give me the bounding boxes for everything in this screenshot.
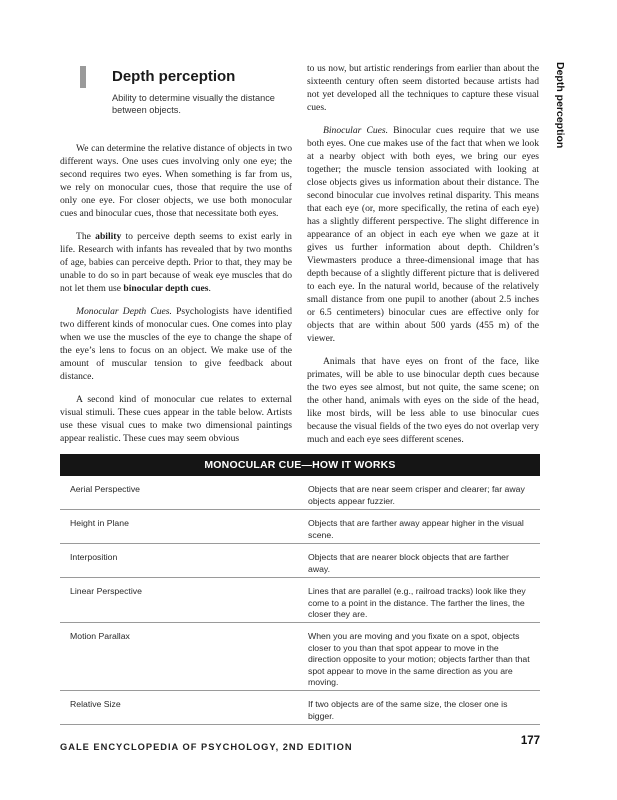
right-p2-text: Binocular cues require that we use both eyes. One cue makes use of the fact that when we look at a nearby object with both eyes, we bring our eyes together; the muscle tension associated with looking at close objects gives us information about their distance. The second binocular cue involves retinal disparity. This means that each eye (or, more specifically, the retina of each eye) has a slightly different perspective. The slight difference in appearance of an object in each eye when we gaze at it gives us further information about depth. Children’s Viewmasters produce a three-dimensional image that has depth because of a slightly different picture that is delivered to each eye. In the natural world, because of the relatively small distance from one pupil to another (about 2.5 inches or 6.5 centimeters) binocular cues are effective only for objects that are within about 500 yards (455 m) of the viewer. <box>307 125 539 344</box>
term-binocular-depth-cues: binocular depth cues <box>123 283 209 294</box>
page-footer <box>60 737 540 755</box>
table-cell-cue: Height in Plane <box>70 518 129 528</box>
entry-definition: Ability to determine visually the distance between objects. <box>112 93 275 115</box>
left-paragraph-3 <box>60 305 292 383</box>
table-row <box>60 577 540 622</box>
table-cell-how: Objects that are near seem crisper and clearer; far away objects appear fuzzier. <box>308 484 525 506</box>
table-row <box>60 543 540 577</box>
entry-marker-bar <box>80 66 86 88</box>
p3-text: Psychologists have identified two different kinds of monocular cues. One comes into play when we use the muscles of the eye to change the shape of the eye’s lens to focus on an object. We make use of the amount of muscular tension to give feedback about distance. <box>60 306 292 382</box>
monocular-cues-heading: Monocular Depth Cues. <box>76 306 172 317</box>
right-paragraph-3: Animals that have eyes on front of the face, like primates, will be able to use binocular depth cues because the two eyes see almost, but not quite, the same scene; on the other hand, animals with eyes on the side of the head, like most birds, will be less able to use binocular cues because the visual fields of the two eyes do not overlap very much and each eye sees different scenes. <box>307 356 539 445</box>
table-title: MONOCULAR CUE—HOW IT WORKS <box>60 454 540 476</box>
table-cell-how: Lines that are parallel (e.g., railroad tracks) look like they come to a point in the distance. The farther the lines, the closer they are. <box>308 586 526 619</box>
right-paragraph-1: to us now, but artistic renderings from earlier than about the sixteenth century often seem distorted because artists had not yet developed all the techniques to capture these visual cues. <box>307 63 539 113</box>
side-tab-label: Depth perception <box>554 62 566 149</box>
p2-text-a: The <box>76 231 96 242</box>
table-row <box>60 476 540 509</box>
side-tab <box>548 62 568 182</box>
table-row <box>60 690 540 724</box>
table-cell-cue: Relative Size <box>70 699 121 709</box>
left-column <box>60 62 292 445</box>
right-column <box>307 62 539 446</box>
table-row <box>60 509 540 543</box>
table-cell-cue: Aerial Perspective <box>70 484 141 494</box>
left-paragraph-2 <box>60 230 292 295</box>
p2-text-b: to perceive depth seems to exist early in life. Research with infants has revealed that by two months of age, babies can perceive depth. Prior to that, they may be unable to do so in part because of weak eye muscles that do not let them use <box>60 231 292 294</box>
table-cell-how: Objects that are farther away appear higher in the visual scene. <box>308 518 524 540</box>
table-cell-cue: Interposition <box>70 552 118 562</box>
footer-publication: GALE ENCYCLOPEDIA OF PSYCHOLOGY, 2ND EDITION <box>60 742 353 752</box>
entry-title: Depth perception <box>112 68 236 85</box>
table-cell-cue: Linear Perspective <box>70 586 142 596</box>
table-cell-how: If two objects are of the same size, the closer one is bigger. <box>308 699 508 721</box>
monocular-cue-table <box>60 454 540 725</box>
entry-header <box>60 64 292 116</box>
table-row <box>60 622 540 690</box>
left-paragraph-4: A second kind of monocular cue relates to external visual stimuli. These cues appear in the table below. Artists use these visual cues to make two dimensional paintings appear realistic. These cues may seem obvious <box>60 394 292 444</box>
table-cell-cue: Motion Parallax <box>70 631 130 641</box>
binocular-cues-heading: Binocular Cues. <box>323 125 389 136</box>
left-paragraph-1: We can determine the relative distance of objects in two different ways. One uses cues involving only one eye; the second requires two eyes. When something is far from us, we rely on monocular cues, those that require the use of only one eye. For closer objects, we use both monocular cues and binocular cues, those that necessitate both eyes. <box>60 143 292 219</box>
p2-text-c: . <box>208 283 211 294</box>
right-paragraph-2 <box>307 124 539 345</box>
table-cell-how: When you are moving and you fixate on a spot, objects closer to you than that spot appear to move in the direction opposite to your motion; objects farther than that spot appear to move in the same direction as you are moving. <box>308 631 530 687</box>
table-cell-how: Objects that are nearer block objects that are farther away. <box>308 552 509 574</box>
term-ability: ability <box>95 231 122 242</box>
page-number: 177 <box>520 735 540 747</box>
